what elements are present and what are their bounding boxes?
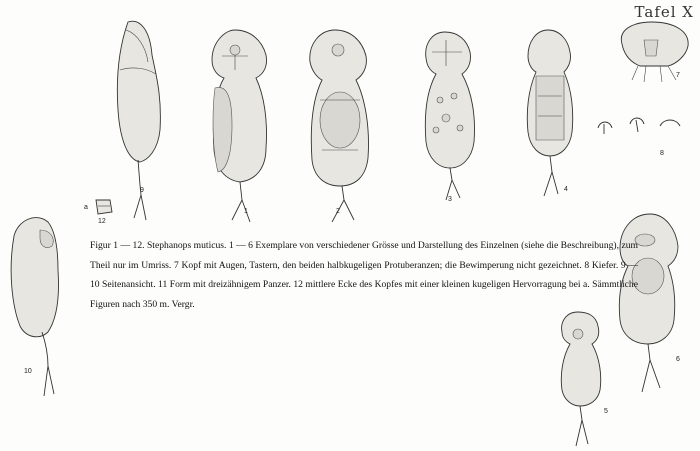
figure-3-label: 3	[448, 196, 452, 203]
figure-1-drawing	[212, 30, 267, 222]
plate-label: Tafel X	[634, 3, 694, 21]
figure-12-a-label: a	[84, 204, 88, 211]
plate-caption	[90, 236, 638, 314]
figure-6-label: 6	[676, 356, 680, 363]
figure-12-drawing	[96, 200, 112, 214]
figure-9-drawing	[117, 21, 160, 220]
caption-text: Figur 1 — 12. Stephanops muticus. 1 — 6 Exemplare von verschiedener Grösse und Darstellung des Einzelnen (siehe die Beschreibung), zum Theil nur im Umriss. 7 Kopf mit Augen, Tastern, den beiden halbkugeligen Protuberanzen; die Bewimperung nicht gezeichnet. 8 Kiefer. 9 — 10 Seitenansicht. 11 Form mit dreizähnigem Panzer. 12 mittlere Ecke des Kopfes mit einer kleinen kugeligen Hervorragung bei a. Sämmtliche Figuren nach 350 m. Vergr.	[90, 240, 638, 310]
figure-9-label: 9	[140, 187, 144, 194]
figure-12-label: 12	[98, 218, 106, 225]
figure-3-drawing	[425, 32, 474, 200]
figure-4-label: 4	[564, 186, 568, 193]
figure-10-label: 10	[24, 368, 32, 375]
figure-5-drawing	[561, 312, 600, 446]
figure-8-drawing	[598, 118, 680, 134]
figure-7-label: 7	[676, 72, 680, 79]
figure-5-label: 5	[604, 408, 608, 415]
figure-10-drawing	[11, 218, 58, 396]
figure-4-drawing	[527, 30, 572, 196]
figure-2-label: 2	[336, 208, 340, 215]
figure-1-label: 1	[244, 208, 248, 215]
figure-2-drawing	[310, 30, 369, 222]
figure-8-label: 8	[660, 150, 664, 157]
